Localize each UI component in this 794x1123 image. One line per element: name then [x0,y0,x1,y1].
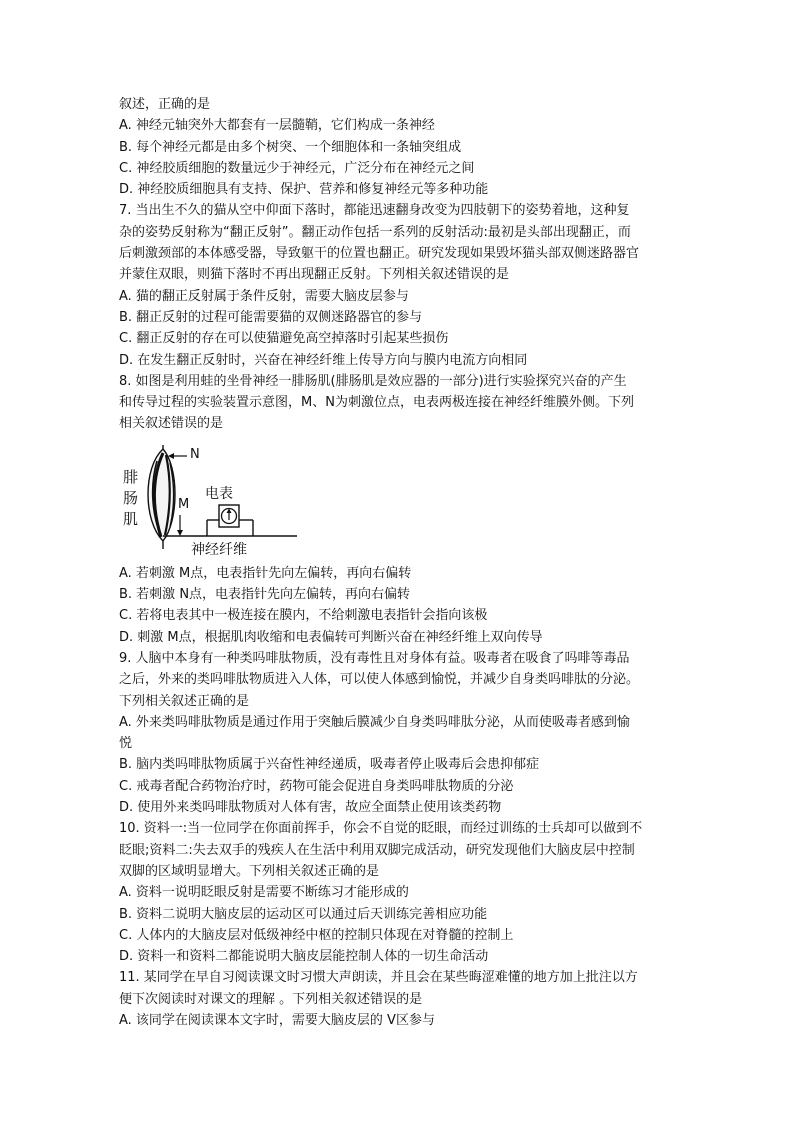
q6-stem-tail: 叙述，正确的是 [119,97,211,112]
q7-stem-line: 杂的姿势反射称为“翻正反射”。翻正动作包括一系列的反射活动:最初是头部出现翻正，而 [119,224,631,240]
q6-option-b: B. 每个神经元都是由多个树突、一个细胞体和一条轴突组成 [119,139,462,155]
fiber-label: 神经纤维 [191,541,247,558]
q7-stem-line: 7. 当出生不久的猫从空中仰面下落时，都能迅速翻身改变为四肢朝下的姿势着地，这种复 [119,203,630,219]
q10-option-d: D. 资料一和资料二都能说明大脑皮层能控制人体的一切生命活动 [119,949,489,965]
exam-page [119,94,689,1031]
muscle-label-char: 肌 [123,509,139,528]
q9-stem-line: 之后，外来的类吗啡肽物质进入人体，可以使人体感到愉悦，并减少自身类吗啡肽的分泌。 [119,672,640,688]
q7-option-c: C. 翻正反射的存在可以使猫避免高空掉落时引起某些损伤 [119,331,449,347]
stimulus-arrow-m [177,515,183,536]
q6-option-c: C. 神经胶质细胞的数量远少于神经元，广泛分布在神经元之间 [119,160,475,176]
meter-label: 电表 [205,485,233,502]
q9-option-a: A. 外来类吗啡肽物质是通过作用于突触后膜减少自身类吗啡肽分泌，从而使吸毒者感到愉 [119,714,630,730]
q8-option-a: A. 若刺激 M点，电表指针先向左偏转，再向右偏转 [119,565,412,581]
q10-stem-line: 双脚的区域明显增大。下列相关叙述正确的是 [119,863,380,879]
nerve-muscle-figure [121,445,321,559]
q8-stem-line: 8. 如图是利用蛙的坐骨神经一腓肠肌(腓肠肌是效应器的一部分)进行实验探究兴奋的产生 [119,373,627,389]
q10-stem-line: 眨眼;资料二:失去双手的残疾人在生活中利用双脚完成活动，研究发现他们大脑皮层中控制 [119,842,635,858]
q7-option-b: B. 翻正反射的过程可能需要猫的双侧迷路器官的参与 [119,309,423,325]
q9-stem-line: 下列相关叙述正确的是 [119,693,250,709]
q8-option-d: D. 刺激 M点，根据肌肉收缩和电表偏转可判断兴奋在神经纤维上双向传导 [119,629,543,645]
muscle-label-char: 肠 [123,488,139,507]
q9-stem-line: 9. 人脑中本身有一种类吗啡肽物质，没有毒性且对身体有益。吸毒者在吸食了吗啡等毒品 [119,650,630,666]
q8-option-b: B. 若刺激 N点，电表指针先向左偏转，再向右偏转 [119,587,411,603]
q9-option-a-cont: 悦 [119,736,133,752]
q11-stem-line: 11. 某同学在早自习阅读课文时习惯大声朗读，并且会在某些晦涩难懂的地方加上批注以方 [119,970,638,986]
q8-option-c: C. 若将电表其中一极连接在膜内，不给刺激电表指针会指向该极 [119,608,488,624]
q7-option-a: A. 猫的翻正反射属于条件反射，需要大脑皮层参与 [119,288,409,304]
q8-stem-line: 相关叙述错误的是 [119,416,224,432]
label-m: M [178,496,190,512]
q9-option-b: B. 脑内类吗啡肽物质属于兴奋性神经递质，吸毒者停止吸毒后会患抑郁症 [119,757,540,773]
q11-stem-line: 便下次阅读时对课文的理解 。下列相关叙述错误的是 [119,991,423,1007]
q10-option-a: A. 资料一说明眨眼反射是需要不断练习才能形成的 [119,885,409,901]
q7-option-d: D. 在发生翻正反射时，兴奋在神经纤维上传导方向与膜内电流方向相同 [119,352,528,368]
q11-option-a: A. 该同学在阅读课本文字时，需要大脑皮层的 V区参与 [119,1012,435,1028]
q10-option-c: C. 人体内的大脑皮层对低级神经中枢的控制只体现在对脊髓的控制上 [119,927,514,943]
q9-option-d: D. 使用外来类吗啡肽物质对人体有害，故应全面禁止使用该类药物 [119,800,502,816]
q8-stem-line: 和传导过程的实验装置示意图，M、N为刺激位点，电表两极连接在神经纤维膜外侧。下列 [119,395,634,411]
muscle-label-char: 腓 [123,467,139,486]
label-n: N [190,446,200,462]
q10-option-b: B. 资料二说明大脑皮层的运动区可以通过后天训练完善相应功能 [119,906,488,922]
q6-option-a: A. 神经元轴突外大都套有一层髓鞘，它们构成一条神经 [119,118,435,134]
galvanometer-icon [219,505,239,527]
q7-stem-line: 后刺激颈部的本体感受器，导致躯干的位置也翻正。研究发现如果毁坏猫头部双侧迷路器官 [119,246,640,262]
q7-stem-line: 并蒙住双眼，则猫下落时不再出现翻正反射。下列相关叙述错误的是 [119,267,510,283]
muscle-icon [148,445,175,549]
q10-stem-line: 10. 资料一:当一位同学在你面前挥手，你会不自觉的眨眼，而经过训练的士兵却可以做到不 [119,821,643,837]
stimulus-arrow-n [168,453,187,459]
q6-option-d: D. 神经胶质细胞具有支持、保护、营养和修复神经元等多种功能 [119,182,489,198]
q9-option-c: C. 戒毒者配合药物治疗时，药物可能会促进自身类吗啡肽物质的分泌 [119,778,514,794]
